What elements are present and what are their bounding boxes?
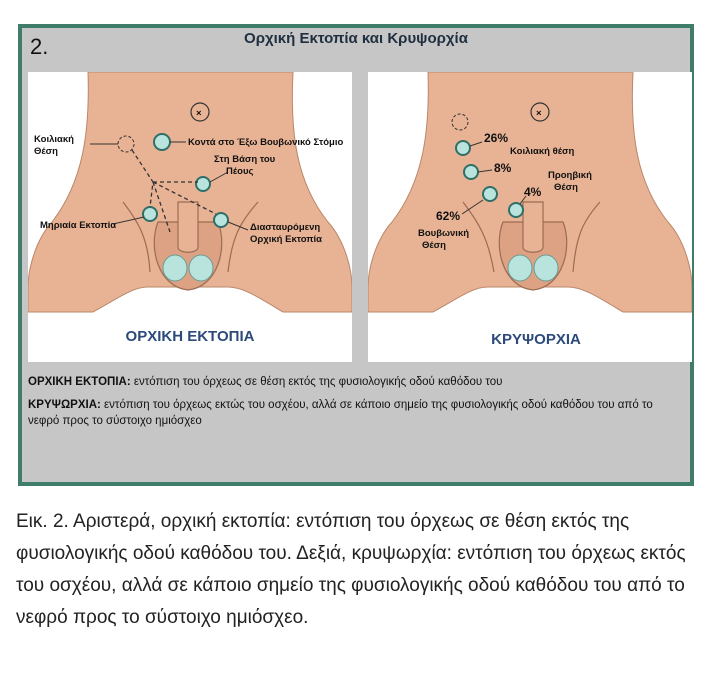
- ectopia-panel: [28, 72, 352, 362]
- pct-26: 26%: [484, 131, 509, 145]
- label-prepubic-2: Θέση: [554, 182, 578, 193]
- label-celiac-2: Θέση: [34, 146, 58, 157]
- definitions-box: [28, 374, 684, 436]
- marker-8: [464, 165, 478, 179]
- pct-4: 4%: [524, 185, 542, 199]
- definition-term: ΚΡΥΨΩΡΧΙΑ:: [28, 398, 101, 411]
- testis-right: [534, 255, 558, 281]
- caption-label: Εικ. 2.: [16, 511, 69, 532]
- testis-left: [163, 255, 187, 281]
- ectopia-illustration: [28, 72, 352, 362]
- label-femoral: Μηριαία Εκτοπία: [40, 220, 117, 231]
- label-inguinal-1: Βουβωνική: [418, 228, 470, 239]
- penis-shape: [178, 202, 198, 252]
- figure-frame: [18, 24, 694, 486]
- marker-62: [483, 187, 497, 201]
- label-crossed-1: Διασταυρόμενη: [250, 222, 321, 233]
- navel-mark: ×: [536, 108, 542, 119]
- definition-text: εντόπιση του όρχεως εκτώς του οσχέου, αλλά σε κάποιο σημείο της φυσιολογικής οδού καθόδου του από το νεφρό προς το σύστοιχο ημιόσχεο: [28, 398, 653, 428]
- figure-number: 2.: [30, 34, 49, 59]
- cryptorchidism-panel: [368, 72, 692, 362]
- ring-position-marker: [154, 134, 170, 150]
- femoral-marker: [143, 207, 157, 221]
- label-prepubic-1: Προηβική: [548, 170, 592, 181]
- cryptorchidism-illustration: [368, 72, 692, 362]
- marker-26: [456, 141, 470, 155]
- label-penis-base-2: Πέους: [226, 166, 254, 177]
- definition-ectopia: [28, 374, 684, 391]
- pct-62: 62%: [436, 209, 461, 223]
- navel-mark: ×: [196, 108, 202, 119]
- cryptorchidism-caption: ΚΡΥΨΟΡΧΙΑ: [491, 331, 581, 348]
- label-celiac: Κοιλιακή: [34, 134, 74, 145]
- ectopia-caption: ΟΡΧΙΚΗ ΕΚΤΟΠΙΑ: [125, 328, 255, 345]
- penis-shape: [523, 202, 543, 252]
- caption-text: Αριστερά, ορχική εκτοπία: εντόπιση του όρχεως σε θέση εκτός της φυσιολογικής οδού καθόδου του. Δεξιά, κρυψωρχία: εντόπιση του όρχεως εκτός του οσχέου, αλλά σε κάποιο σημείο της φυσιολογικής οδού καθόδου του από το νεφρό προς το σύστοιχο ημιόσχεο.: [16, 511, 686, 628]
- marker-4: [509, 203, 523, 217]
- label-penis-base-1: Στη Βάση του: [214, 154, 276, 165]
- label-inguinal-2: Θέση: [422, 240, 446, 251]
- figure-caption: [16, 506, 696, 634]
- figure-title: Ορχική Εκτοπία και Κρυψορχία: [244, 30, 468, 47]
- label-crossed-2: Ορχική Εκτοπία: [250, 234, 323, 245]
- definition-text: εντόπιση του όρχεως σε θέση εκτός της φυσιολογικής οδού καθόδου του: [130, 376, 503, 388]
- testis-right: [189, 255, 213, 281]
- definition-term: ΟΡΧΙΚΗ ΕΚΤΟΠΙΑ:: [28, 376, 131, 388]
- definition-cryptorchidism: [28, 397, 684, 430]
- crossed-marker: [214, 213, 228, 227]
- label-celiac: Κοιλιακή θέση: [510, 146, 575, 157]
- label-near-ring: Κοντά στο Έξω Βουβωνικό Στόμιο: [188, 137, 344, 148]
- pct-8: 8%: [494, 161, 512, 175]
- penis-base-marker: [196, 177, 210, 191]
- testis-left: [508, 255, 532, 281]
